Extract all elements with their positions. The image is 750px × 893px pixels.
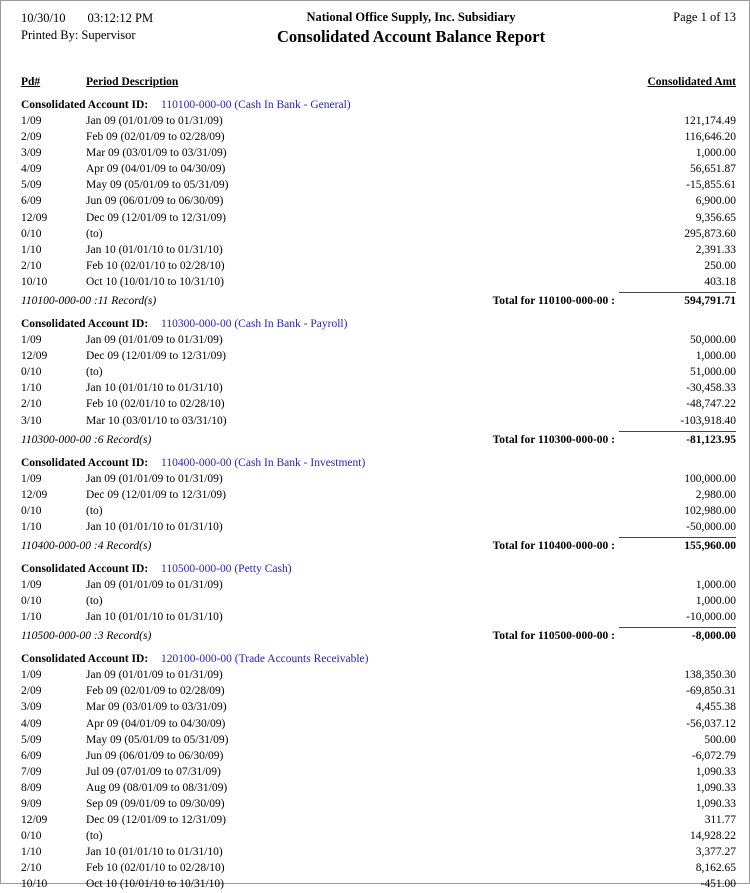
account-section-header [21,97,736,113]
period-row [21,364,736,380]
period-number: 8/09 [21,781,42,794]
period-description: Jun 09 (06/01/09 to 06/30/09) [86,749,224,762]
period-row [21,609,736,625]
period-number: 0/10 [21,366,42,379]
company-name: National Office Supply, Inc. Subsidiary [306,10,516,24]
period-row [21,667,736,683]
period-number: 5/09 [21,179,42,192]
period-amount: 121,174.49 [684,115,736,127]
column-header-pd [21,75,86,90]
period-amount: 403.18 [704,275,736,288]
period-amount: -30,458.33 [686,382,736,395]
period-amount: -451.00 [700,878,736,891]
period-row [21,258,736,274]
period-description: Jan 10 (01/01/10 to 01/31/10) [86,520,223,533]
period-number: 6/09 [21,195,42,208]
period-number: 3/09 [21,147,42,160]
period-amount: 1,090.33 [695,765,736,778]
period-number: 1/09 [21,578,42,591]
period-row [21,699,736,715]
period-amount: 8,162.65 [695,862,736,875]
period-row [21,716,736,732]
period-amount: -6,072.79 [691,749,736,762]
period-number: 4/09 [21,163,42,176]
print-time: 03:12:12 PM [87,11,154,25]
period-number: 6/09 [21,749,42,762]
period-amount: 1,000.00 [695,147,736,160]
period-number: 1/10 [21,520,42,533]
period-number: 12/09 [21,488,48,501]
header-left [21,10,196,44]
period-description: Apr 09 (04/01/09 to 04/30/09) [86,717,226,730]
period-description: Mar 10 (03/01/10 to 03/31/10) [86,414,227,427]
period-number: 2/10 [21,398,42,411]
account-id-link[interactable]: 110500-000-00 (Petty Cash) [161,562,292,575]
account-id-label: Consolidated Account ID: [21,653,149,666]
account-id-label: Consolidated Account ID: [21,318,149,331]
period-number: 12/09 [21,814,48,827]
period-description: Jul 09 (07/01/09 to 07/31/09) [86,765,221,778]
record-count: 110400-000-00 :4 Record(s) [21,539,152,552]
period-number: 0/10 [21,595,42,608]
period-description: May 09 (05/01/09 to 05/31/09) [86,733,229,746]
period-description: Oct 10 (10/01/10 to 10/31/10) [86,878,224,891]
period-row [21,161,736,177]
period-amount: 14,928.22 [690,830,736,843]
period-amount: 4,455.38 [695,701,736,714]
period-description: Jan 09 (01/01/09 to 01/31/09) [86,472,223,485]
account-section [21,561,736,644]
account-section-header [21,455,736,471]
period-description: Mar 09 (03/01/09 to 03/31/09) [86,701,227,714]
period-description: Dec 09 (12/01/09 to 12/31/09) [86,488,226,501]
period-amount: 56,651.87 [690,163,736,176]
period-amount: 116,646.20 [684,131,736,144]
period-description: (to) [86,595,103,608]
period-description: Dec 09 (12/01/09 to 12/31/09) [86,350,226,363]
period-row [21,348,736,364]
period-description: Feb 10 (02/01/10 to 02/28/10) [86,259,225,272]
account-section [21,455,736,554]
period-number: 1/09 [21,334,42,347]
account-section-footer [21,431,736,448]
period-number: 5/09 [21,733,42,746]
total-amount: -8,000.00 [619,627,736,644]
period-row [21,844,736,860]
period-row [21,812,736,828]
account-id-label: Consolidated Account ID: [21,456,149,469]
period-row [21,332,736,348]
period-number: 12/09 [21,350,48,363]
period-amount: 3,377.27 [695,846,736,859]
period-amount: 9,356.65 [695,211,736,224]
column-header-consolidated-amt-label: Consolidated Amt [647,76,736,88]
period-row [21,828,736,844]
period-row [21,519,736,535]
record-count: 110100-000-00 :11 Record(s) [21,295,157,308]
report-sections [21,97,736,893]
period-amount: 295,873.60 [684,227,736,240]
account-id-link[interactable]: 110100-000-00 (Cash In Bank - General) [161,99,351,111]
period-amount: 2,391.33 [695,243,736,256]
account-id-link[interactable]: 110300-000-00 (Cash In Bank - Payroll) [161,318,348,331]
period-description: Feb 10 (02/01/10 to 02/28/10) [86,398,225,411]
period-description: Dec 09 (12/01/09 to 12/31/09) [86,211,226,224]
period-number: 1/10 [21,382,42,395]
period-row [21,274,736,290]
column-header-period-description [86,75,648,90]
account-section [21,316,736,448]
record-count: 110300-000-00 :6 Record(s) [21,433,152,446]
period-number: 3/09 [21,701,42,714]
period-row [21,876,736,892]
period-number: 0/10 [21,830,42,843]
column-headers [21,75,736,90]
total-label: Total for 110300-000-00 : [492,433,615,446]
account-id-link[interactable]: 110400-000-00 (Cash In Bank - Investment) [161,456,366,469]
page-number: Page 1 of 13 [673,10,736,24]
period-amount: 6,900.00 [695,195,736,208]
period-number: 7/09 [21,765,42,778]
period-number: 1/10 [21,611,42,624]
period-description: Feb 10 (02/01/10 to 02/28/10) [86,862,225,875]
total-label: Total for 110400-000-00 : [492,539,615,552]
period-description: Feb 09 (02/01/09 to 02/28/09) [86,685,225,698]
period-row [21,780,736,796]
period-row [21,487,736,503]
account-section-header [21,561,736,577]
period-amount: -103,918.40 [680,414,736,427]
period-amount: 50,000.00 [690,334,736,347]
period-number: 2/10 [21,862,42,875]
period-amount: -15,855.61 [686,179,736,192]
period-amount: -69,850.31 [686,685,736,698]
period-amount: -50,000.00 [686,520,736,533]
period-number: 0/10 [21,227,42,240]
total-amount: 155,960.00 [619,537,736,554]
column-header-consolidated-amt [648,75,737,90]
period-row [21,193,736,209]
account-id-link[interactable]: 120100-000-00 (Trade Accounts Receivable) [161,653,369,666]
period-amount: 1,090.33 [695,781,736,794]
period-description: Jan 10 (01/01/10 to 01/31/10) [86,611,223,624]
period-row [21,226,736,242]
period-row [21,413,736,429]
period-description: Jan 09 (01/01/09 to 01/31/09) [86,115,223,127]
account-section-footer [21,292,736,309]
account-section-header [21,651,736,667]
period-row [21,732,736,748]
period-description: (to) [86,366,103,379]
period-row [21,145,736,161]
period-number: 1/09 [21,669,42,682]
period-description: Jun 09 (06/01/09 to 06/30/09) [86,195,224,208]
period-number: 1/09 [21,472,42,485]
period-row [21,177,736,193]
report-title: Consolidated Account Balance Report [276,27,546,46]
column-header-period-description-label: Period Description [86,76,179,88]
account-section [21,651,736,892]
account-section [21,97,736,309]
total-label: Total for 110500-000-00 : [492,630,615,643]
print-datetime [21,10,196,27]
period-amount: 250.00 [704,259,736,272]
period-number: 2/09 [21,131,42,144]
period-number: 0/10 [21,504,42,517]
period-row [21,380,736,396]
period-row [21,683,736,699]
period-row [21,503,736,519]
account-id-label: Consolidated Account ID: [21,562,149,575]
period-description: Jan 10 (01/01/10 to 01/31/10) [86,243,223,256]
period-amount: -48,747.22 [686,398,736,411]
period-row [21,242,736,258]
period-number: 9/09 [21,798,42,810]
period-description: Feb 09 (02/01/09 to 02/28/09) [86,131,225,144]
period-row [21,796,736,812]
period-amount: 2,980.00 [695,488,736,501]
period-amount: -56,037.12 [686,717,736,730]
total-amount: -81,123.95 [619,431,736,448]
period-description: May 09 (05/01/09 to 05/31/09) [86,179,229,192]
period-row [21,396,736,412]
period-number: 4/09 [21,717,42,730]
period-row [21,113,736,129]
period-amount: 100,000.00 [684,472,736,485]
period-row [21,593,736,609]
period-description: Jan 10 (01/01/10 to 01/31/10) [86,846,223,859]
period-number: 12/09 [21,211,48,224]
account-section-footer [21,537,736,554]
account-section-footer [21,627,736,644]
period-amount: -10,000.00 [686,611,736,624]
period-number: 2/10 [21,259,42,272]
period-number: 1/09 [21,115,42,127]
period-amount: 1,000.00 [695,595,736,608]
period-amount: 500.00 [704,733,736,746]
period-row [21,210,736,226]
period-description: Oct 10 (10/01/10 to 10/31/10) [86,275,224,288]
total-amount: 594,791.71 [619,292,736,309]
period-description: Jan 09 (01/01/09 to 01/31/09) [86,669,223,682]
period-amount: 1,090.33 [695,798,736,810]
period-row [21,764,736,780]
period-description: Sep 09 (09/01/09 to 09/30/09) [86,798,225,810]
period-description: (to) [86,504,103,517]
period-number: 10/10 [21,275,48,288]
account-id-label: Consolidated Account ID: [21,99,149,111]
period-amount: 311.77 [704,814,736,827]
period-description: Mar 09 (03/01/09 to 03/31/09) [86,147,227,160]
period-number: 1/10 [21,243,42,256]
period-amount: 102,980.00 [684,504,736,517]
period-description: Jan 09 (01/01/09 to 01/31/09) [86,578,223,591]
period-number: 1/10 [21,846,42,859]
period-row [21,748,736,764]
period-number: 2/09 [21,685,42,698]
column-header-pd-label: Pd# [21,76,41,88]
record-count: 110500-000-00 :3 Record(s) [21,630,152,643]
period-row [21,577,736,593]
period-row [21,860,736,876]
report-header [21,10,736,48]
period-description: (to) [86,830,103,843]
period-amount: 138,350.30 [684,669,736,682]
period-description: Aug 09 (08/01/09 to 08/31/09) [86,781,228,794]
period-description: Dec 09 (12/01/09 to 12/31/09) [86,814,226,827]
period-description: Apr 09 (04/01/09 to 04/30/09) [86,163,226,176]
period-row [21,129,736,145]
period-amount: 51,000.00 [690,366,736,379]
period-amount: 1,000.00 [695,350,736,363]
period-number: 10/10 [21,878,48,891]
period-amount: 1,000.00 [695,578,736,591]
print-date: 10/30/10 [21,11,66,25]
account-section-header [21,316,736,332]
printed-by: Printed By: Supervisor [21,28,136,42]
period-description: (to) [86,227,103,240]
header-center [196,10,626,48]
period-row [21,471,736,487]
period-description: Jan 09 (01/01/09 to 01/31/09) [86,334,223,347]
total-label: Total for 110100-000-00 : [492,295,615,308]
period-description: Jan 10 (01/01/10 to 01/31/10) [86,382,223,395]
period-number: 3/10 [21,414,42,427]
